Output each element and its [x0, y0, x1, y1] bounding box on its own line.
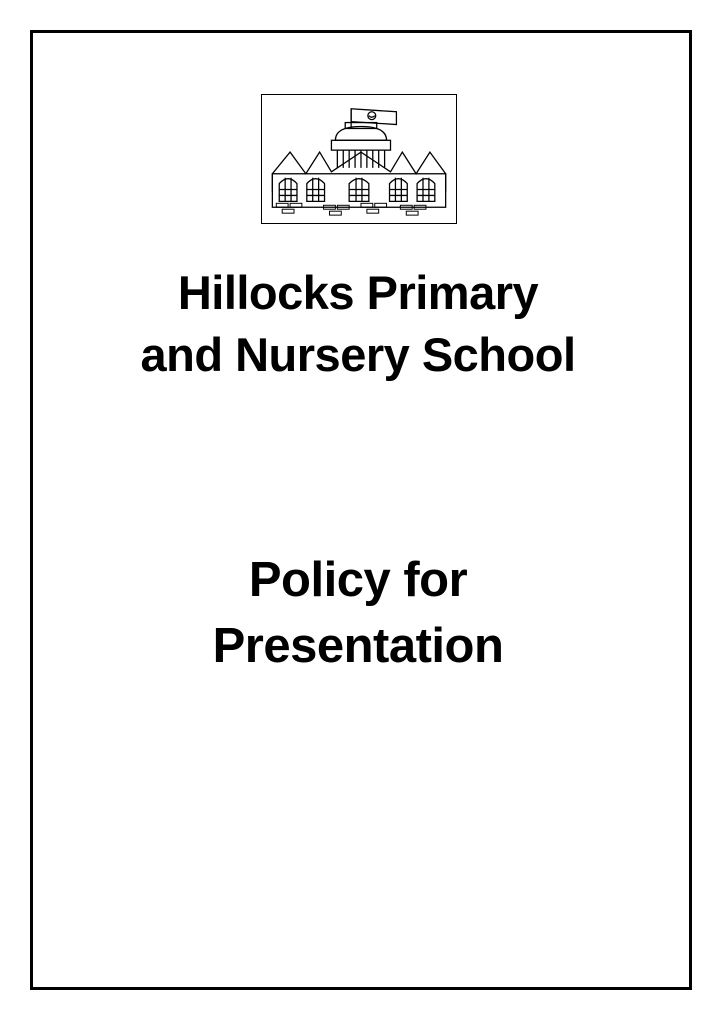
policy-title [30, 547, 686, 679]
school-name-line-2: and Nursery School [140, 328, 576, 381]
school-name [30, 262, 686, 386]
policy-title-line-2: Presentation [212, 619, 504, 673]
policy-title-line-1: Policy for [248, 553, 468, 607]
school-name-line-1: Hillocks Primary [177, 266, 539, 319]
school-building-emblem-icon [262, 95, 456, 223]
school-logo [261, 94, 457, 224]
